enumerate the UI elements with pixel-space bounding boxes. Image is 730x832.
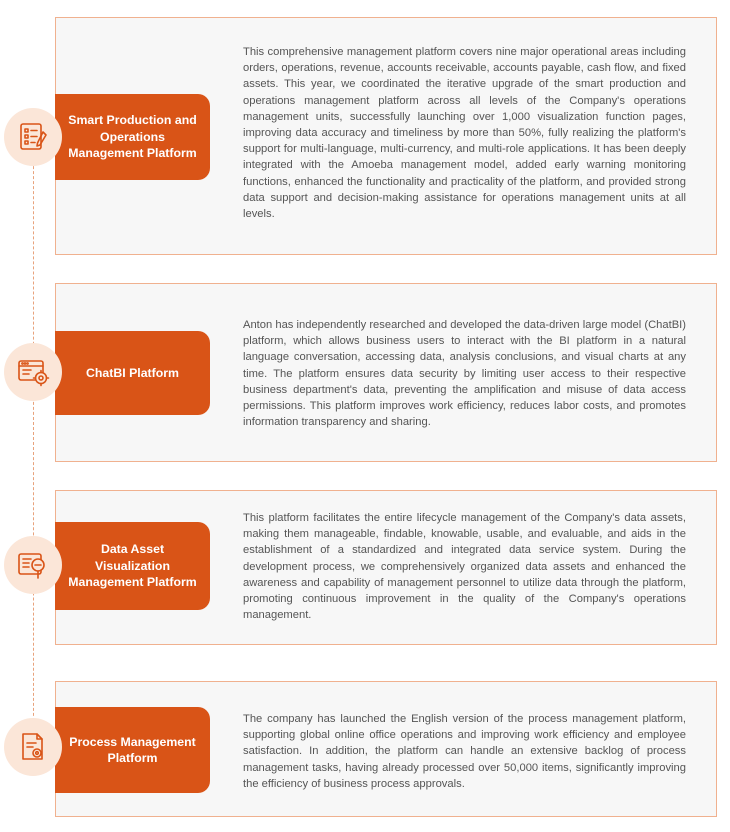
platform-title-tag: Data Asset Visualization Management Platform	[55, 522, 210, 610]
checklist-document-icon	[4, 108, 62, 166]
document-gear-icon	[4, 718, 62, 776]
browser-settings-icon	[4, 343, 62, 401]
platform-title-tag: ChatBI Platform	[55, 331, 210, 415]
platform-title-tag: Smart Production and Operations Management Platform	[55, 94, 210, 180]
platform-title-tag: Process Management Platform	[55, 707, 210, 793]
data-search-icon	[4, 536, 62, 594]
platform-description: Anton has independently researched and developed the data-driven large model (ChatBI) platform, which allows business users to interact with the BI platform in a natural language conversation, accessing data, analysis conclusions, and visual charts at any time. The platform ensures data security by limiting user access to their respective business department's data, preventing the amplification and misuse of data access permissions. This platform improves work efficiency, reduces labor costs, and promotes information transparency and sharing.	[243, 319, 686, 429]
timeline-connector	[33, 136, 34, 736]
platform-description: This platform facilitates the entire lifecycle management of the Company's data assets, making them manageable, findable, knowable, usable, and evaluable, and aids in the establishment of a standardized and integrated data service system. During the development process, we comprehensively organized data assets and enhanced the awareness and capability of management personnel to utilize data through the platform, promoting continuous improvement in the quality of the Company's operations management.	[243, 512, 686, 622]
platform-description: This comprehensive management platform covers nine major operational areas including orders, operations, revenue, accounts receivable, accounts payable, cash flow, and fixed assets. This year, we coordinated the iterative upgrade of the smart production and operations management platform across all levels of the Company's operations management units, successfully launching over 1,000 visualization function pages, improving data accuracy and timeliness by more than 50%, fully realizing the platform's support for multi-language, multi-currency, and multi-role applications. It has been deeply integrated with the Amoeba management model, added early warning monitoring functions, enhanced the functionality and practicality of the platform, and provided strong data support and decision-making assistance for operations management units at all levels.	[243, 46, 686, 221]
platform-description: The company has launched the English version of the process management platform, supporting global online office operations and improving work efficiency and employee satisfaction. In addition, the platform can handle an extensive backlog of process management tasks, having already processed over 50,000 items, significantly improving the efficiency of business process approvals.	[243, 713, 686, 790]
